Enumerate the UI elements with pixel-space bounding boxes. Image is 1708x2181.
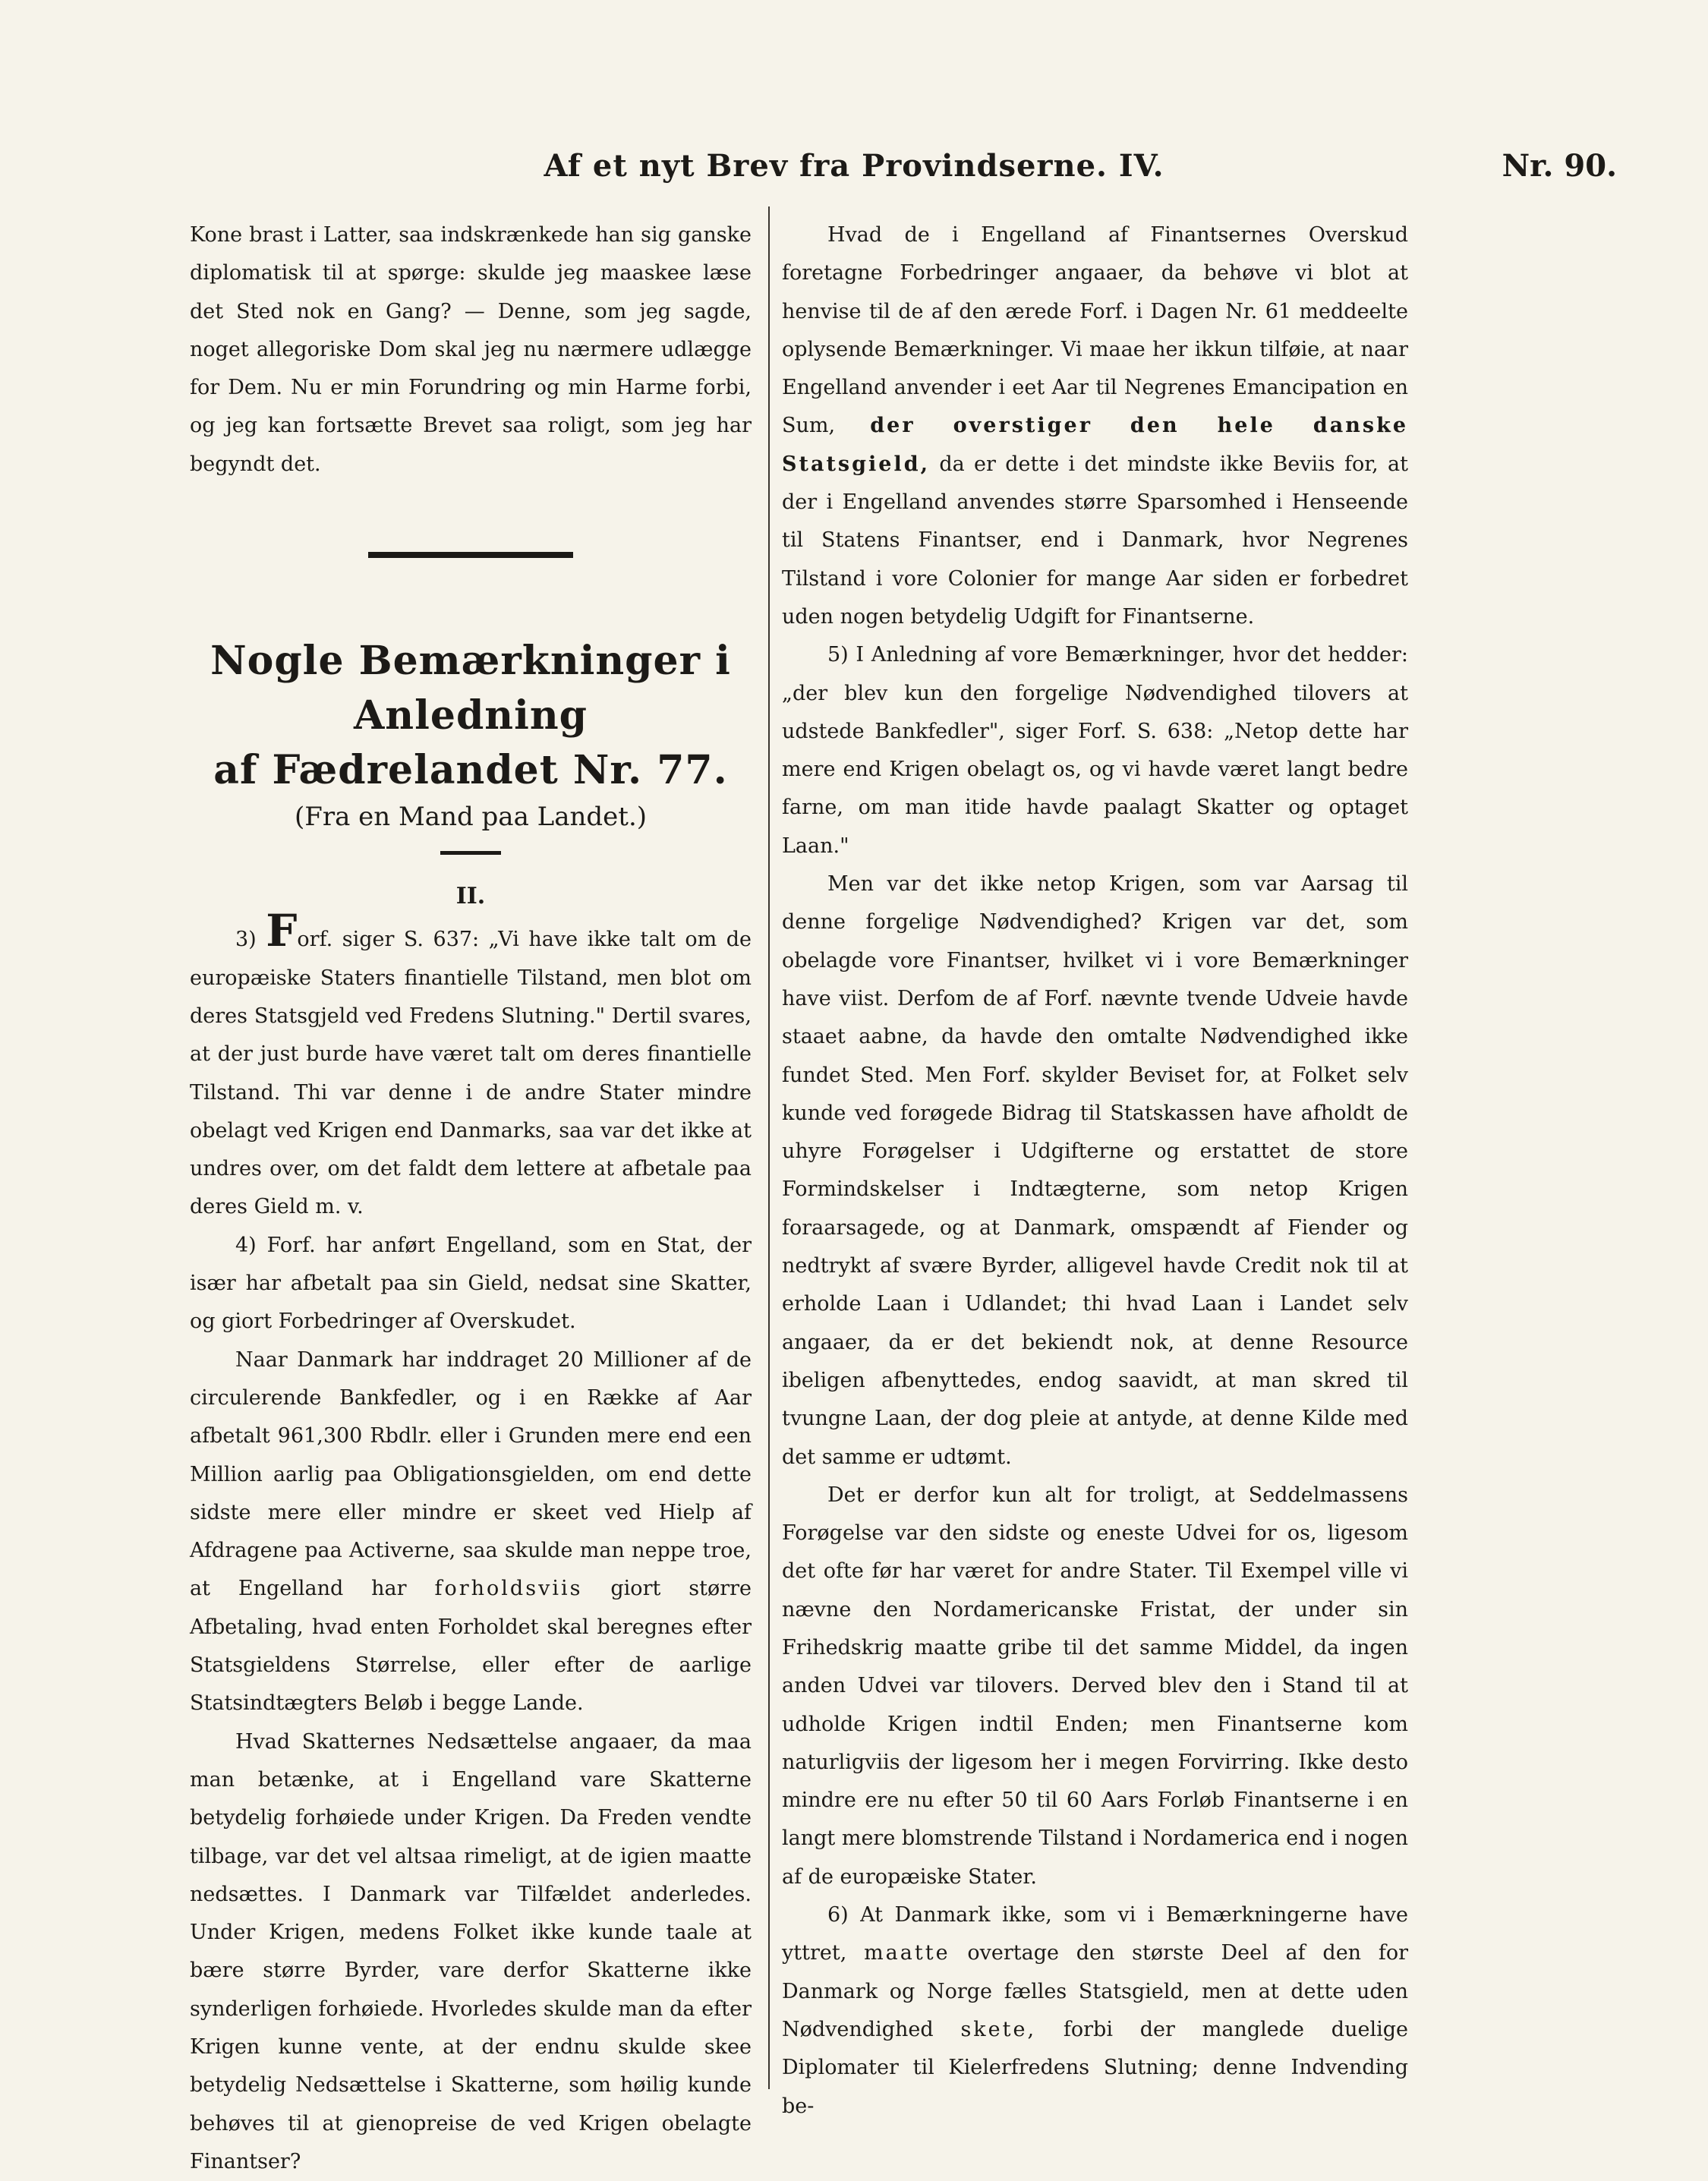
page-header: [91, 148, 1617, 194]
running-title: Af et nyt Brev fra Provindserne. IV.: [544, 148, 1164, 184]
paragraph-6: Hvad Skatternes Nedsættelse angaaer, da maa man betænke, at i Engelland vare Skatterne betydelig forhøiede under Krigen. Da Freden vendte tilbage, var det vel altsaa rimeligt, at de igien maatte nedsættes. I Danmark var Tilfældet anderledes. Under Krigen, medens Folket ikke kunde taale at bære større Byrder, vare derfor Skatterne ikke synderligen forhøiede. Hvorledes skulde man da efter Krigen kunne vente, at der endnu skulde skee betydelig Nedsættelse i Skatterne, som høilig kunde behøves til at gienopreise de ved Krigen obelagte Finantser?: [190, 1729, 752, 2173]
column-divider: [768, 206, 770, 2089]
paragraph-text: giort større Afbetaling, hvad enten Forholdet skal beregnes efter Statsgieldens Størrelse, eller efter de aarlige Statsindtægters Beløb i begge Lande.: [190, 1577, 752, 1716]
item-number: 3): [235, 928, 257, 952]
right-column: [782, 216, 1408, 2126]
paragraph-text: overtage den største Deel af den for Danmark og Norge fælles Statsgield, men at dette uden Nødvendighed: [782, 1941, 1408, 2041]
paragraph-3: Men var det ikke netop Krigen, som var Aarsag til denne forgelige Nødvendighed? Krigen var det, som obelagde vore Finantser, hvilket vi i vore Bemærkninger have viist. Derfom de af Forf. nævnte tvende Udveie havde staaet aabne, da havde den omtalte Nødvendighed ikke fundet Sted. Men Forf. skylder Beviset for, at Folket selv kunde ved forøgede Bidrag til Statskassen have afholdt de uhyre Forøgelser i Udgifterne og erstattet de store Formindskelser i Indtægterne, som netop Krigen foraarsagede, og at Danmark, omspændt af Fiender og nedtrykt af svære Byrder, alligevel havde Credit nok til at erholde Laan i Udlandet; thi hvad Laan i Landet selv angaaer, da er det bekiendt nok, at denne Resource ibeligen afbenyttedes, endog saavidt, at man skred til tvungne Laan, der dog pleie at antyde, at denne Kilde med det samme er udtømt.: [782, 872, 1408, 1469]
paragraph-text: Naar Danmark har inddraget 20 Millioner af de circulerende Bankfedler, og i en Række af Aar afbetalt 961,300 Rbdlr. eller i Grunden mere end een Million aarlig paa Obligationsgielden, om end dette sidste mere eller mindre er skeet ved Hielp af Afdragene paa Activerne, saa skulde man neppe troe, at Engelland har: [190, 1347, 752, 1601]
paragraph-text: 6) At Danmark ikke, som vi i Bemærkningerne have yttret,: [782, 1903, 1408, 1965]
paragraph-4: 4) Forf. har anført Engelland, som en Stat, der især har afbetalt paa sin Gield, nedsat sine Skatter, og giort Forbedringer af Overskudet.: [190, 1233, 752, 1334]
paragraph-4: Det er derfor kun alt for troligt, at Seddelmassens Forøgelse var den sidste og eneste Udvei for os, ligesom det ofte før har været for andre Stater. Til Exempel ville vi nævne den Nordamericanske Fristat, der under sin Frihedskrig maatte gribe til det samme Middel, da ingen anden Udvei var tilovers. Derved blev den i Stand til at udholde Krigen indtil Enden; men Finantserne kom naturligviis der ligesom her i megen Forvirring. Ikke desto mindre ere nu efter 50 til 60 Aars Forløb Finantserne i en langt mere blomstrende Tilstand i Nordamerica end i nogen af de europæiske Stater.: [782, 1483, 1408, 1889]
title-rule: [440, 851, 501, 855]
drop-cap: F: [266, 905, 298, 957]
paragraph-3: [190, 905, 752, 1226]
paragraph-5: [190, 1341, 752, 1723]
paragraph-5: [782, 1896, 1408, 2126]
section-number: II.: [455, 883, 486, 910]
paragraph-text: Hvad de i Engelland af Finantsernes Overskud foretagne Forbedringer angaaer, da behøve vi blot at henvise til de af den ærede Forf. i Dagen Nr. 61 meddeelte oplysende Bemærkninger. Vi maae her ikkun tilføie, at naar Engelland anvender i eet Aar til Negrenes Emancipation en Sum,: [782, 223, 1408, 438]
paragraph: Kone brast i Latter, saa indskrænkede han sig ganske diplomatisk til at spørge: skulde jeg maaskee læse det Sted nok en Gang? — Denne, som jeg sagde, noget allegoriske Dom skal jeg nu nærmere udlægge for Dem. Nu er min Forundring og min Harme forbi, og jeg kan fortsætte Brevet saa roligt, som jeg har begyndt det.: [190, 223, 752, 476]
paragraph-text: da er dette i det mindste ikke Beviis for, at der i Engelland anvendes større Sparsomhed i Henseende til Statens Finantser, end i Danmark, hvor Negrenes Tilstand i vore Colonier for mange Aar siden er forbedret uden nogen betydelig Udgift for Finantserne.: [782, 452, 1408, 629]
article-title-line-1: Nogle Bemærkninger i Anledning: [210, 638, 731, 739]
issue-number: Nr. 90.: [1502, 148, 1617, 184]
article-title-line-2: af Fædrelandet Nr. 77.: [213, 747, 728, 794]
article-subtitle: (Fra en Mand paa Landet.): [294, 802, 648, 833]
emphasis-text: skete,: [960, 2017, 1037, 2041]
paragraph-2: 5) I Anledning af vore Bemærkninger, hvor det hedder: „der blev kun den forgelige Nødvendighed tilovers at udstede Bankfedler", siger Forf. S. 638: „Netop dette har mere end Krigen obelagt os, og vi havde været langt bedre farne, om man itide havde paalagt Skatter og optaget Laan.": [782, 643, 1408, 858]
paragraph-1: [782, 216, 1408, 636]
emphasis-text: forholdsviis: [434, 1577, 583, 1601]
section-divider: [368, 552, 573, 558]
emphasis-text: maatte: [864, 1941, 950, 1965]
paragraph-text: forbi der manglede duelige Diplomater til Kielerfredens Slutning; denne Indvending be-: [782, 2017, 1408, 2118]
emphasis-text: der overstiger den hele danske Statsgield,: [782, 414, 1408, 476]
paragraph-text: orf. siger S. 637: „Vi have ikke talt om de europæiske Staters finantielle Tilstand, men blot om deres Statsgjeld ved Fredens Slutning." Dertil svares, at der just burde have været talt om deres finantielle Tilstand. Thi var denne i de andre Stater mindre obelagt ved Krigen end Danmarks, saa var det ikke at undres over, om det faldt dem lettere at afbetale paa deres Gield m. v.: [190, 928, 752, 1219]
left-column: [190, 216, 752, 2181]
